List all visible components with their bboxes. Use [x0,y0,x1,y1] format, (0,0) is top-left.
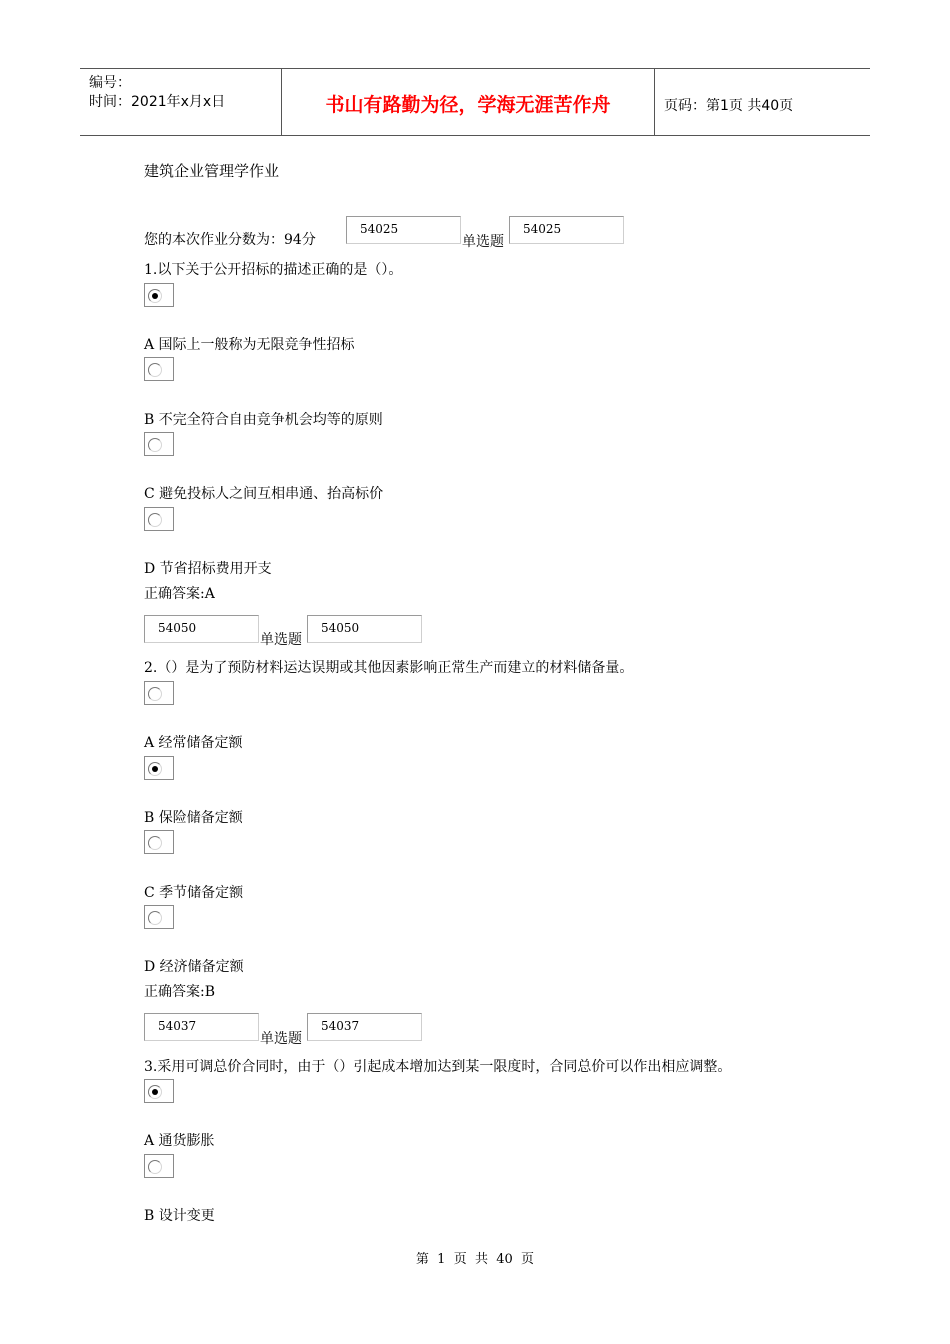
radio-option[interactable] [144,507,174,531]
page-footer: 第 1 页 共 40 页 [415,1252,535,1267]
question-type-label: 单选题 [260,1031,302,1047]
radio-checked-icon [148,762,162,776]
option-label: C 避免投标人之间互相串通、抬高标价 [144,486,384,502]
doc-number-label: 编号： [89,75,131,91]
score-text: 您的本次作业分数为：94分 [144,232,316,248]
page-title: 建筑企业管理学作业 [144,162,280,180]
radio-unchecked-icon [148,1160,162,1174]
radio-option[interactable] [144,283,174,307]
option-label: A 通货膨胀 [144,1133,215,1149]
question-text: 2.（）是为了预防材料运达误期或其他因素影响正常生产而建立的材料储备量。 [144,660,634,676]
question-id-field[interactable]: 54025 [346,216,461,244]
radio-option[interactable] [144,1079,174,1103]
radio-unchecked-icon [148,836,162,850]
radio-unchecked-icon [148,438,162,452]
radio-unchecked-icon [148,687,162,701]
option-label: A 国际上一般称为无限竞争性招标 [144,337,355,353]
option-label: A 经常储备定额 [144,735,243,751]
radio-option[interactable] [144,1154,174,1178]
question-type-label: 单选题 [462,234,504,250]
question-type-label: 单选题 [260,632,302,648]
radio-checked-icon [148,1085,162,1099]
question-text: 3.采用可调总价合同时，由于（）引起成本增加达到某一限度时，合同总价可以作出相应调整。 [144,1059,732,1075]
header-top-rule [80,68,870,69]
header-motto: 书山有路勤为径，学海无涯苦作舟 [325,94,611,116]
question-id-field[interactable]: 54037 [307,1013,422,1041]
question-id-field[interactable]: 54025 [509,216,624,244]
question-text: 1.以下关于公开招标的描述正确的是（）。 [144,262,403,278]
header-divider-2 [654,68,655,135]
radio-option[interactable] [144,432,174,456]
correct-answer: 正确答案:A [144,586,215,602]
radio-option[interactable] [144,681,174,705]
radio-unchecked-icon [148,513,162,527]
correct-answer: 正确答案:B [144,984,216,1000]
radio-unchecked-icon [148,363,162,377]
question-id-field[interactable]: 54050 [307,615,422,643]
option-label: B 不完全符合自由竞争机会均等的原则 [144,412,383,428]
header-divider-1 [281,68,282,135]
option-label: D 节省招标费用开支 [144,561,272,577]
question-id-field[interactable]: 54050 [144,615,259,643]
radio-option[interactable] [144,830,174,854]
option-label: B 设计变更 [144,1208,215,1224]
page-indicator: 页码：第1页 共40页 [664,98,794,114]
radio-option[interactable] [144,357,174,381]
option-label: D 经济储备定额 [144,959,244,975]
header-bottom-rule [80,135,870,136]
radio-option[interactable] [144,756,174,780]
question-id-field[interactable]: 54037 [144,1013,259,1041]
doc-date-label: 时间：2021年x月x日 [89,94,226,110]
option-label: B 保险储备定额 [144,810,243,826]
radio-option[interactable] [144,905,174,929]
radio-checked-icon [148,289,162,303]
radio-unchecked-icon [148,911,162,925]
option-label: C 季节储备定额 [144,885,244,901]
